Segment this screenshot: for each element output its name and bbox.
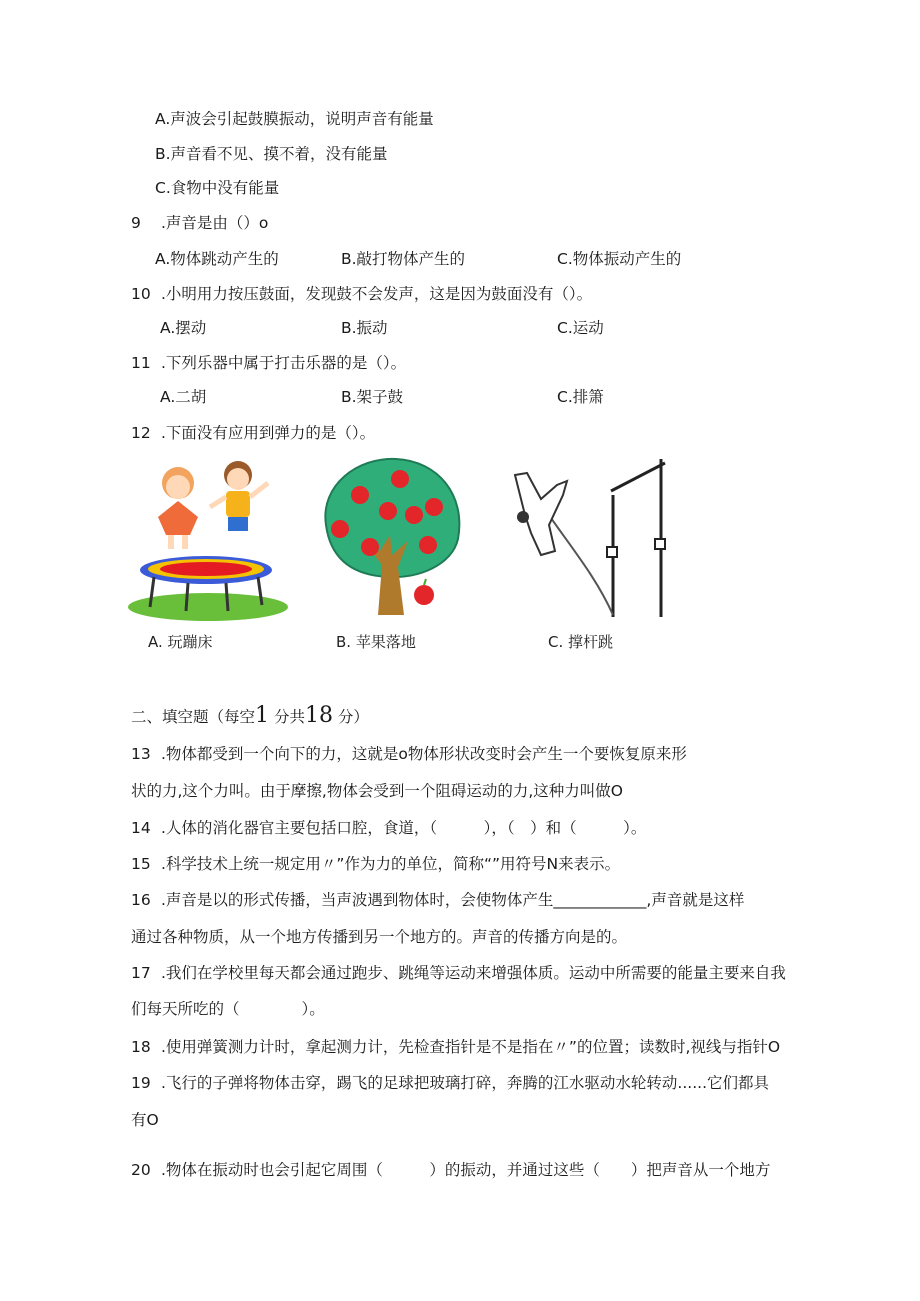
q12-caption-a: A. 玩蹦床 — [148, 633, 213, 651]
q14-number: 14 — [131, 819, 151, 837]
section2-prefix: 二、填空题（每空 — [131, 708, 256, 726]
q8-option-c: C.食物中没有能量 — [155, 179, 280, 197]
q11-option-a: A.二胡 — [160, 388, 207, 406]
q19-line2: 有O — [131, 1111, 159, 1129]
q11-number: 11 — [131, 354, 151, 372]
section2-heading — [131, 703, 369, 728]
q8-option-b: B.声音看不见、摸不着，没有能量 — [155, 145, 388, 163]
q10-option-b: B.振动 — [341, 319, 388, 337]
q18-number: 18 — [131, 1038, 151, 1056]
q11-text: .下列乐器中属于打击乐器的是（）。 — [161, 354, 407, 372]
q16-text-1: .声音是以的形式传播，当声波遇到物体时，会使物体产生____________,声音就是这样 — [161, 891, 745, 909]
q11-option-b: B.架子鼓 — [341, 388, 404, 406]
q17-line2: 们每天所吃的（ ）。 — [131, 1000, 325, 1018]
q9-option-c: C.物体振动产生的 — [557, 250, 682, 268]
q16-line1 — [131, 890, 744, 910]
q19-line1 — [131, 1073, 769, 1093]
q15-text: .科学技术上统一规定用〃”作为力的单位，简称“”用符号N来表示。 — [161, 855, 621, 873]
q13-line1 — [131, 744, 687, 764]
q16-line2: 通过各种物质，从一个地方传播到另一个地方的。声音的传播方向是的。 — [131, 928, 628, 946]
q9-text: .声音是由（）o — [161, 214, 269, 232]
q10-question — [131, 284, 592, 304]
q17-text-1: .我们在学校里每天都会通过跑步、跳绳等运动来增强体质。运动中所需要的能量主要来自我 — [161, 964, 786, 982]
q19-number: 19 — [131, 1074, 151, 1092]
q20-number: 20 — [131, 1161, 151, 1179]
q10-option-c: C.运动 — [557, 319, 604, 337]
q9-option-a: A.物体跳动产生的 — [155, 250, 279, 268]
section2-suffix: 分） — [337, 708, 369, 726]
q13-number: 13 — [131, 745, 151, 763]
section2-mid: 分共 — [273, 708, 305, 726]
q14-text: .人体的消化器官主要包括口腔，食道，（ ），（ ）和（ ）。 — [161, 819, 647, 837]
q9-option-b: B.敲打物体产生的 — [341, 250, 466, 268]
q11-question — [131, 353, 406, 373]
q13-line2: 状的力,这个力叫。由于摩擦,物体会受到一个阻碍运动的力,这种力叫做O — [131, 782, 623, 800]
section2-score-each: 1 — [255, 703, 270, 728]
q9-question — [131, 213, 268, 233]
pole-vault-illustration — [505, 455, 675, 620]
q12-question — [131, 423, 375, 443]
q18-text: .使用弹簧测力计时，拿起测力计，先检查指针是不是指在〃”的位置；读数时,视线与指针O — [161, 1038, 781, 1056]
q12-number: 12 — [131, 424, 151, 442]
q12-caption-b: B. 苹果落地 — [336, 633, 416, 651]
section2-score-total: 18 — [304, 703, 333, 728]
q10-number: 10 — [131, 285, 151, 303]
q9-number: 9 — [131, 214, 141, 232]
q18-question — [131, 1037, 780, 1057]
q19-text-1: .飞行的子弹将物体击穿，踢飞的足球把玻璃打碎，奔腾的江水驱动水轮转动......它们都具 — [161, 1074, 769, 1092]
q12-caption-c: C. 撑杆跳 — [548, 633, 614, 651]
q14-question — [131, 818, 646, 838]
q13-text-1: .物体都受到一个向下的力，这就是o物体形状改变时会产生一个要恢复原来形 — [161, 745, 687, 763]
q16-number: 16 — [131, 891, 151, 909]
q17-number: 17 — [131, 964, 151, 982]
q20-text: .物体在振动时也会引起它周围（ ）的振动，并通过这些（ ）把声音从一个地方 — [161, 1161, 771, 1179]
q11-option-c: C.排箫 — [557, 388, 604, 406]
q8-option-a: A.声波会引起鼓膜振动，说明声音有能量 — [155, 110, 434, 128]
q17-line1 — [131, 963, 786, 983]
q10-option-a: A.摆动 — [160, 319, 207, 337]
q12-text: .下面没有应用到弹力的是（）。 — [161, 424, 376, 442]
apple-tree-illustration — [318, 455, 466, 620]
q20-question — [131, 1160, 770, 1180]
trampoline-illustration — [128, 455, 293, 625]
q15-number: 15 — [131, 855, 151, 873]
q10-text: .小明用力按压鼓面，发现鼓不会发声，这是因为鼓面没有（）。 — [161, 285, 593, 303]
q15-question — [131, 854, 620, 874]
